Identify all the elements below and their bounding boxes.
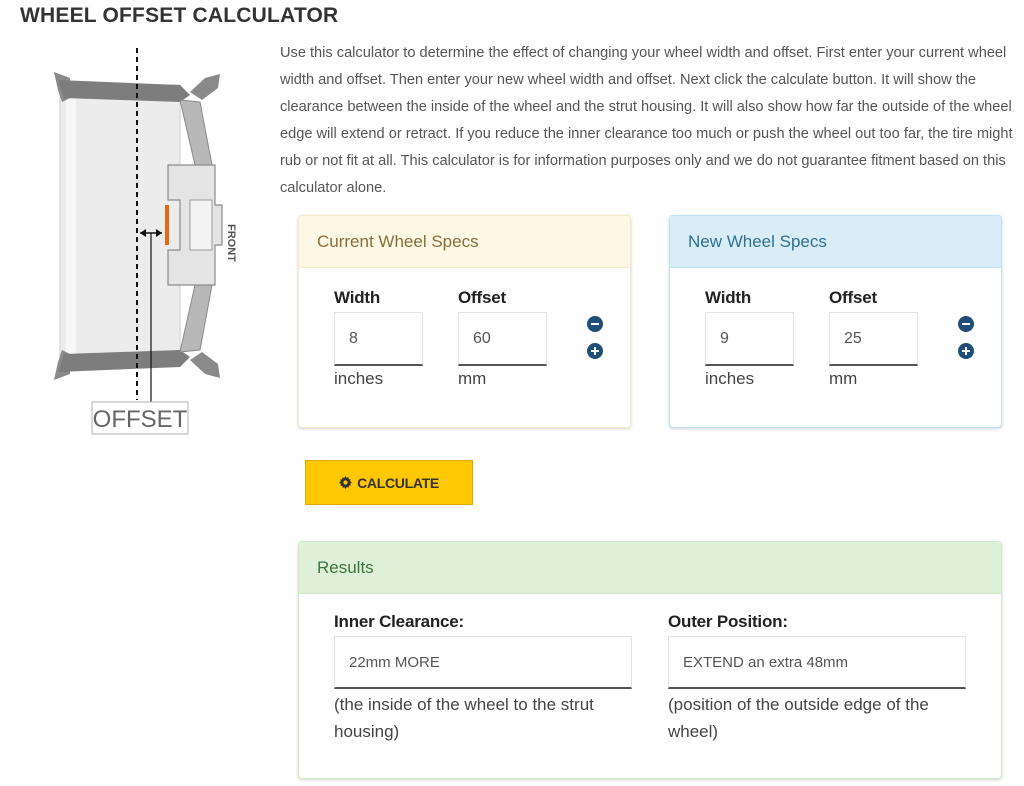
calculate-button[interactable] (305, 460, 473, 505)
new-offset-label: Offset (829, 288, 877, 307)
new-offset-group (829, 288, 918, 389)
outer-position-label: Outer Position: (668, 612, 788, 631)
current-width-input[interactable] (334, 312, 423, 366)
results-panel (298, 541, 1002, 779)
offset-diagram-label: OFFSET (92, 406, 188, 433)
new-offset-decrement-button[interactable] (958, 316, 974, 332)
current-offset-unit: mm (458, 369, 487, 388)
current-offset-input[interactable] (458, 312, 547, 366)
new-wheel-specs-panel (669, 215, 1002, 428)
current-offset-stepper (587, 316, 604, 359)
current-wheel-specs-panel (298, 215, 631, 428)
inner-clearance-note: (the inside of the wheel to the strut housing) (334, 695, 594, 741)
results-header: Results (299, 542, 1001, 594)
inner-clearance-label: Inner Clearance: (334, 612, 465, 631)
gear-icon (339, 476, 352, 489)
outer-position-output[interactable] (668, 636, 966, 689)
wheel-cross-section-image (40, 40, 260, 440)
current-offset-group (458, 288, 547, 389)
outer-position-group (668, 612, 968, 745)
inner-clearance-group (334, 612, 634, 745)
page-title: WHEEL OFFSET CALCULATOR (20, 4, 339, 27)
current-width-unit: inches (334, 369, 384, 388)
current-offset-increment-button[interactable] (587, 343, 603, 359)
new-wheel-specs-header: New Wheel Specs (670, 216, 1001, 268)
new-offset-stepper (958, 316, 975, 359)
new-offset-unit: mm (829, 369, 858, 388)
new-offset-input[interactable] (829, 312, 918, 366)
new-width-unit: inches (705, 369, 755, 388)
outer-position-note: (position of the outside edge of the wheel) (668, 695, 929, 741)
new-width-group (705, 288, 794, 389)
current-width-label: Width (334, 288, 381, 307)
current-width-group (334, 288, 423, 389)
calculate-button-label: CALCULATE (357, 474, 439, 491)
inner-clearance-output[interactable] (334, 636, 632, 689)
new-width-label: Width (705, 288, 752, 307)
wheel-offset-diagram (40, 40, 260, 440)
new-offset-increment-button[interactable] (958, 343, 974, 359)
front-label: FRONT (225, 224, 237, 262)
intro-text: Use this calculator to determine the effect of changing your wheel width and offset. First enter your current wheel width and offset. Then enter your new wheel width and offset. Next click the calculate button. It will show the clearance between the inside of the wheel and the strut housing. It will also show how far the outside of the wheel edge will extend or retract. If you reduce the inner clearance too much or push the wheel out too far, the tire might rub or not fit at all. This calculator is for information purposes only and we do not guarantee fitment based on this calculator alone. (280, 45, 1013, 196)
current-offset-label: Offset (458, 288, 506, 307)
current-wheel-specs-header: Current Wheel Specs (299, 216, 630, 268)
new-width-input[interactable] (705, 312, 794, 366)
current-offset-decrement-button[interactable] (587, 316, 603, 332)
